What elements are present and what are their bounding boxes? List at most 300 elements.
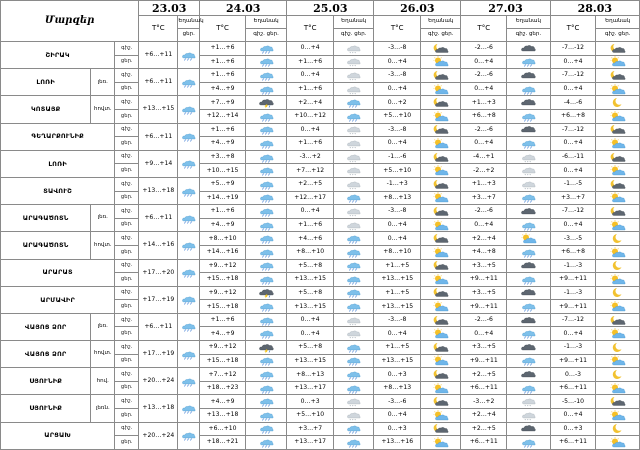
sun-cloud-icon bbox=[609, 192, 626, 203]
temperature-value: +1…+6 bbox=[287, 82, 334, 96]
temperature-value: -2…-6 bbox=[461, 42, 507, 56]
sun-cloud-icon bbox=[432, 192, 449, 203]
table-row bbox=[1, 341, 640, 355]
temperature-value: +1…+5 bbox=[374, 286, 421, 300]
temp-label: T°C bbox=[287, 16, 334, 42]
temp-label: T°C bbox=[139, 16, 178, 42]
moon-cloud-icon bbox=[432, 423, 449, 434]
region-name: ՎԱՅՈՑ ՁՈՐ bbox=[1, 313, 91, 340]
temperature-value: +14…+19 bbox=[200, 191, 246, 205]
rain-icon bbox=[520, 247, 537, 258]
weather-cell bbox=[421, 55, 461, 69]
night-label: գիշ. bbox=[115, 42, 139, 56]
sun-cloud-icon bbox=[432, 410, 449, 421]
temperature-value: +17…+19 bbox=[139, 286, 178, 313]
svg-text:* * *: * * * bbox=[349, 77, 357, 82]
temperature-value: +9…+11 bbox=[550, 354, 596, 368]
temperature-value: +4…+9 bbox=[200, 82, 246, 96]
region-subtype: լեռ. bbox=[91, 313, 115, 340]
weather-cell bbox=[178, 96, 200, 123]
rain-icon bbox=[180, 77, 197, 88]
weather-cell bbox=[245, 313, 286, 327]
weather-cell bbox=[421, 164, 461, 178]
rain-icon bbox=[345, 355, 362, 366]
rain-icon bbox=[180, 349, 197, 360]
weather-cell bbox=[334, 123, 374, 137]
table-row bbox=[1, 42, 640, 56]
snow-icon bbox=[345, 70, 362, 81]
day-night-label: գիշ. ցեր. bbox=[334, 29, 374, 42]
weather-cell bbox=[596, 55, 640, 69]
night-label: գիշ. bbox=[115, 313, 139, 327]
sun-cloud-icon bbox=[432, 301, 449, 312]
temperature-value: +1…+6 bbox=[200, 42, 246, 56]
weather-label: Եղանակ bbox=[178, 16, 200, 29]
weather-cell bbox=[507, 191, 551, 205]
temperature-value: +20…+24 bbox=[139, 422, 178, 449]
region-name: ՎԱՅՈՑ ՁՈՐ bbox=[1, 341, 91, 368]
rain-icon bbox=[345, 192, 362, 203]
temperature-value: 0…+4 bbox=[550, 55, 596, 69]
rain-icon bbox=[520, 355, 537, 366]
temperature-value: +18…+23 bbox=[200, 381, 246, 395]
temperature-value: +2…+4 bbox=[461, 232, 507, 246]
temperature-value: -7…-12 bbox=[550, 42, 596, 56]
weather-cell bbox=[507, 55, 551, 69]
temperature-value: +4…+8 bbox=[461, 245, 507, 259]
date-header: 28.03 bbox=[550, 1, 639, 16]
snow-icon bbox=[520, 152, 537, 163]
temperature-value: -3…-8 bbox=[374, 313, 421, 327]
region-name: ՍՅՈՒՆԻՔ bbox=[1, 395, 91, 422]
temperature-value: +4…+9 bbox=[200, 137, 246, 151]
weather-cell bbox=[596, 42, 640, 56]
date-header: 23.03 bbox=[139, 1, 200, 16]
day-label: ցեր. bbox=[115, 164, 139, 178]
temperature-value: +17…+20 bbox=[139, 259, 178, 286]
temperature-value: -4…-6 bbox=[550, 96, 596, 110]
temperature-value: -5…-10 bbox=[550, 395, 596, 409]
weather-cell bbox=[421, 232, 461, 246]
temperature-value: +6…+11 bbox=[139, 313, 178, 340]
snow-icon bbox=[345, 124, 362, 135]
temperature-value: +13…+15 bbox=[374, 354, 421, 368]
rain-icon bbox=[520, 56, 537, 67]
temperature-value: 0…+4 bbox=[550, 164, 596, 178]
day-label: ցեր. bbox=[115, 245, 139, 259]
date-header: 24.03 bbox=[200, 1, 287, 16]
weather-cell bbox=[596, 137, 640, 151]
rain-icon bbox=[180, 403, 197, 414]
sun-cloud-icon bbox=[432, 247, 449, 258]
night-label: գիշ. bbox=[115, 368, 139, 382]
temperature-value: +18…+21 bbox=[200, 436, 246, 450]
weather-label: Եղանակ bbox=[334, 16, 374, 29]
weather-cell bbox=[596, 273, 640, 287]
temperature-value: +2…+4 bbox=[461, 409, 507, 423]
moon-cloud-icon bbox=[609, 179, 626, 190]
rain-icon bbox=[520, 84, 537, 95]
temperature-value: 0…+4 bbox=[461, 55, 507, 69]
moon-icon bbox=[609, 97, 626, 108]
weather-cell bbox=[421, 273, 461, 287]
table-row bbox=[1, 313, 640, 327]
sun-cloud-icon bbox=[609, 84, 626, 95]
sun-cloud-icon bbox=[520, 233, 537, 244]
moon-cloud-icon bbox=[432, 396, 449, 407]
rain-icon bbox=[520, 220, 537, 231]
temperature-value: +6…+8 bbox=[550, 109, 596, 123]
rain-icon bbox=[258, 315, 275, 326]
temperature-value: 0…+4 bbox=[374, 55, 421, 69]
weather-cell bbox=[245, 164, 286, 178]
weather-cell bbox=[245, 177, 286, 191]
temperature-value: +13…+15 bbox=[287, 273, 334, 287]
snow-icon bbox=[345, 138, 362, 149]
rain-icon bbox=[520, 111, 537, 122]
temperature-value: +13…+15 bbox=[139, 96, 178, 123]
svg-text:* * *: * * * bbox=[349, 64, 357, 69]
weather-cell bbox=[245, 150, 286, 164]
snow-icon bbox=[345, 43, 362, 54]
svg-text:* * *: * * * bbox=[349, 91, 357, 96]
table-row bbox=[1, 150, 640, 164]
moon-cloud-icon bbox=[432, 287, 449, 298]
temperature-value: +12…+14 bbox=[200, 109, 246, 123]
weather-cell bbox=[507, 327, 551, 341]
temperature-value: +5…+9 bbox=[200, 177, 246, 191]
weather-cell bbox=[596, 82, 640, 96]
sun-cloud-icon bbox=[432, 138, 449, 149]
weather-cell bbox=[245, 436, 286, 450]
temperature-value: +1…+6 bbox=[287, 218, 334, 232]
snow-icon bbox=[520, 179, 537, 190]
temperature-value: +6…+10 bbox=[200, 422, 246, 436]
region-subtype: հովտ. bbox=[91, 232, 115, 259]
day-night-label: գիշ. ցեր. bbox=[245, 29, 286, 42]
weather-cell bbox=[245, 327, 286, 341]
temperature-value: +13…+17 bbox=[287, 436, 334, 450]
weather-cell bbox=[245, 218, 286, 232]
weather-label: Եղանակ bbox=[596, 16, 640, 29]
weather-cell bbox=[421, 368, 461, 382]
temperature-value: +14…+16 bbox=[139, 232, 178, 259]
night-label: գիշ. bbox=[115, 96, 139, 110]
weather-cell bbox=[421, 313, 461, 327]
region-name: ՏԱՎՈՒՇ bbox=[1, 177, 115, 204]
temperature-value: +9…+11 bbox=[550, 273, 596, 287]
sun-cloud-icon bbox=[609, 165, 626, 176]
temperature-value: +6…+11 bbox=[139, 205, 178, 232]
temperature-value: 0…+4 bbox=[550, 409, 596, 423]
region-subtype: լեռ. bbox=[91, 69, 115, 96]
temperature-value: 0…+4 bbox=[287, 69, 334, 83]
temperature-value: +9…+14 bbox=[139, 150, 178, 177]
rain-icon bbox=[520, 274, 537, 285]
rain-icon bbox=[345, 301, 362, 312]
weather-cell bbox=[507, 395, 551, 409]
weather-cell bbox=[421, 436, 461, 450]
temperature-value: +2…+5 bbox=[461, 368, 507, 382]
sun-cloud-icon bbox=[432, 56, 449, 67]
rain-icon bbox=[258, 247, 275, 258]
weather-cell bbox=[334, 245, 374, 259]
rain-icon bbox=[258, 56, 275, 67]
temperature-value: +1…+6 bbox=[200, 55, 246, 69]
temperature-value: +9…+11 bbox=[550, 300, 596, 314]
table-row bbox=[1, 69, 640, 83]
temperature-value: +8…+13 bbox=[287, 368, 334, 382]
svg-text:* * *: * * * bbox=[524, 186, 531, 191]
temperature-value: +13…+15 bbox=[287, 354, 334, 368]
sun-cloud-icon bbox=[609, 301, 626, 312]
moon-cloud-icon bbox=[432, 97, 449, 108]
weather-cell bbox=[334, 205, 374, 219]
weather-cell bbox=[596, 259, 640, 273]
temperature-value: -7…-12 bbox=[550, 69, 596, 83]
weather-cell bbox=[334, 232, 374, 246]
temperature-value: +6…+11 bbox=[139, 69, 178, 96]
rain-icon bbox=[180, 430, 197, 441]
day-label: ցեր. bbox=[178, 29, 200, 42]
temperature-value: -1…-5 bbox=[550, 177, 596, 191]
svg-text:* * *: * * * bbox=[349, 213, 357, 218]
temperature-value: -1…-3 bbox=[550, 259, 596, 273]
rain-icon bbox=[345, 369, 362, 380]
temperature-value: +20…+24 bbox=[139, 368, 178, 395]
weather-cell bbox=[507, 245, 551, 259]
rain-icon bbox=[520, 192, 537, 203]
temperature-value: -1…+3 bbox=[374, 177, 421, 191]
day-label: ցեր. bbox=[115, 327, 139, 341]
weather-cell bbox=[596, 327, 640, 341]
rain-icon bbox=[258, 423, 275, 434]
temperature-value: -2…-6 bbox=[461, 123, 507, 137]
moon-cloud-icon bbox=[609, 206, 626, 217]
rain-icon bbox=[180, 186, 197, 197]
sun-cloud-icon bbox=[432, 165, 449, 176]
weather-cell bbox=[245, 368, 286, 382]
snow-icon bbox=[520, 396, 537, 407]
rain-icon bbox=[258, 220, 275, 231]
rain-icon bbox=[180, 294, 197, 305]
temperature-value: -7…-12 bbox=[550, 205, 596, 219]
svg-text:* * *: * * * bbox=[349, 50, 357, 55]
temperature-value: +13…+18 bbox=[200, 409, 246, 423]
temperature-value: +9…+11 bbox=[461, 300, 507, 314]
weather-cell bbox=[596, 286, 640, 300]
cloud-icon bbox=[520, 70, 537, 81]
temperature-value: -7…-12 bbox=[550, 313, 596, 327]
weather-cell bbox=[334, 341, 374, 355]
rain-icon bbox=[258, 410, 275, 421]
rain-icon bbox=[258, 328, 275, 339]
rain-icon bbox=[345, 97, 362, 108]
moon-icon bbox=[609, 287, 626, 298]
temp-label: T°C bbox=[200, 16, 246, 42]
weather-cell bbox=[421, 191, 461, 205]
weather-cell bbox=[334, 300, 374, 314]
weather-cell bbox=[421, 69, 461, 83]
table-row bbox=[1, 259, 640, 273]
temperature-value: +8…+10 bbox=[200, 232, 246, 246]
temperature-value: +1…+6 bbox=[200, 313, 246, 327]
temperature-value: 0…+4 bbox=[550, 82, 596, 96]
snow-icon bbox=[345, 165, 362, 176]
weather-cell bbox=[421, 245, 461, 259]
sun-cloud-icon bbox=[609, 111, 626, 122]
temperature-value: +1…+5 bbox=[374, 259, 421, 273]
weather-cell bbox=[507, 137, 551, 151]
region-subtype: հովտ. bbox=[91, 341, 115, 368]
temperature-value: +3…+5 bbox=[461, 259, 507, 273]
rain-icon bbox=[258, 179, 275, 190]
date-header: 25.03 bbox=[287, 1, 374, 16]
weather-cell bbox=[596, 409, 640, 423]
temperature-value: 0…+4 bbox=[374, 327, 421, 341]
weather-cell bbox=[178, 177, 200, 204]
weather-cell bbox=[421, 286, 461, 300]
temperature-value: +7…+12 bbox=[200, 368, 246, 382]
rain-icon bbox=[258, 124, 275, 135]
weather-cell bbox=[245, 259, 286, 273]
temperature-value: 0…+3 bbox=[550, 422, 596, 436]
weather-cell bbox=[334, 42, 374, 56]
cloud-icon bbox=[520, 369, 537, 380]
rain-icon bbox=[258, 396, 275, 407]
weather-cell bbox=[245, 191, 286, 205]
temperature-value: +5…+10 bbox=[374, 164, 421, 178]
sun-cloud-icon bbox=[609, 383, 626, 394]
cloud-icon bbox=[520, 260, 537, 271]
weather-cell bbox=[334, 395, 374, 409]
weather-cell bbox=[596, 150, 640, 164]
weather-cell bbox=[421, 137, 461, 151]
sun-cloud-icon bbox=[432, 355, 449, 366]
region-name: ԱՐԱԳԱԾՈՏՆ bbox=[1, 232, 91, 259]
temperature-value: -1…-3 bbox=[550, 286, 596, 300]
night-label: գիշ. bbox=[115, 232, 139, 246]
svg-text:* * *: * * * bbox=[524, 403, 531, 408]
temperature-value: 0…+3 bbox=[287, 395, 334, 409]
table-row bbox=[1, 96, 640, 110]
temperature-value: +9…+11 bbox=[461, 354, 507, 368]
weather-cell bbox=[596, 69, 640, 83]
weather-cell bbox=[421, 42, 461, 56]
moon-icon bbox=[609, 260, 626, 271]
temperature-value: +5…+10 bbox=[287, 409, 334, 423]
svg-text:* * *: * * * bbox=[349, 186, 357, 191]
temperature-value: +12…+17 bbox=[287, 191, 334, 205]
sun-cloud-icon bbox=[609, 138, 626, 149]
weather-cell bbox=[507, 109, 551, 123]
sun-cloud-icon bbox=[432, 220, 449, 231]
weather-cell bbox=[334, 191, 374, 205]
table-row bbox=[1, 395, 640, 409]
snow-icon bbox=[345, 410, 362, 421]
weather-cell bbox=[596, 368, 640, 382]
night-label: գիշ. bbox=[115, 286, 139, 300]
rain-icon bbox=[180, 158, 197, 169]
region-name: ԱՐԱՐԱՏ bbox=[1, 259, 115, 286]
temperature-value: -3…+2 bbox=[287, 150, 334, 164]
cloud-icon bbox=[520, 124, 537, 135]
moon-cloud-icon bbox=[609, 396, 626, 407]
snow-icon bbox=[345, 206, 362, 217]
weather-cell bbox=[245, 123, 286, 137]
day-label: ցեր. bbox=[115, 137, 139, 151]
cloud-icon bbox=[520, 43, 537, 54]
weather-cell bbox=[421, 218, 461, 232]
weather-cell bbox=[334, 55, 374, 69]
weather-cell bbox=[596, 218, 640, 232]
night-label: գիշ. bbox=[115, 150, 139, 164]
weather-cell bbox=[596, 96, 640, 110]
temperature-value: +5…+10 bbox=[374, 109, 421, 123]
cloud-icon bbox=[520, 342, 537, 353]
rain-icon bbox=[345, 247, 362, 258]
weather-cell bbox=[334, 368, 374, 382]
svg-text:* * *: * * * bbox=[524, 159, 531, 164]
weather-cell bbox=[507, 300, 551, 314]
rain-icon bbox=[345, 233, 362, 244]
moon-cloud-icon bbox=[432, 260, 449, 271]
temperature-value: +6…+11 bbox=[550, 381, 596, 395]
region-name: ԳԵՂԱՐՔՈՒՆԻՔ bbox=[1, 123, 115, 150]
snow-icon bbox=[345, 396, 362, 407]
table-row bbox=[1, 422, 640, 436]
weather-cell bbox=[507, 436, 551, 450]
weather-label: Եղանակ bbox=[507, 16, 551, 29]
weather-cell bbox=[178, 123, 200, 150]
sun-cloud-icon bbox=[609, 274, 626, 285]
weather-cell bbox=[245, 286, 286, 300]
weather-cell bbox=[245, 409, 286, 423]
night-label: գիշ. bbox=[115, 69, 139, 83]
weather-cell bbox=[507, 232, 551, 246]
weather-cell bbox=[596, 164, 640, 178]
rain-icon bbox=[345, 111, 362, 122]
rain-icon bbox=[520, 138, 537, 149]
svg-text:* * *: * * * bbox=[349, 322, 357, 327]
temperature-value: +7…+9 bbox=[200, 96, 246, 110]
weather-cell bbox=[334, 381, 374, 395]
day-label: ցեր. bbox=[115, 381, 139, 395]
weather-cell bbox=[178, 422, 200, 449]
weather-cell bbox=[334, 82, 374, 96]
date-header: 27.03 bbox=[461, 1, 550, 16]
rain-icon bbox=[180, 131, 197, 142]
weather-cell bbox=[421, 422, 461, 436]
snow-icon bbox=[520, 165, 537, 176]
temperature-value: -2…-6 bbox=[461, 313, 507, 327]
weather-cell bbox=[245, 42, 286, 56]
temp-label: T°C bbox=[374, 16, 421, 42]
day-label: ցեր. bbox=[115, 218, 139, 232]
weather-cell bbox=[178, 368, 200, 395]
moon-cloud-icon bbox=[609, 70, 626, 81]
day-label: ցեր. bbox=[115, 55, 139, 69]
snow-icon bbox=[345, 328, 362, 339]
temperature-value: +10…+12 bbox=[287, 109, 334, 123]
rain-icon bbox=[258, 152, 275, 163]
svg-text:* * *: * * * bbox=[349, 132, 357, 137]
thunder-icon bbox=[258, 342, 275, 353]
weather-cell bbox=[421, 205, 461, 219]
weather-cell bbox=[421, 150, 461, 164]
rain-icon bbox=[345, 287, 362, 298]
temperature-value: +1…+6 bbox=[200, 205, 246, 219]
